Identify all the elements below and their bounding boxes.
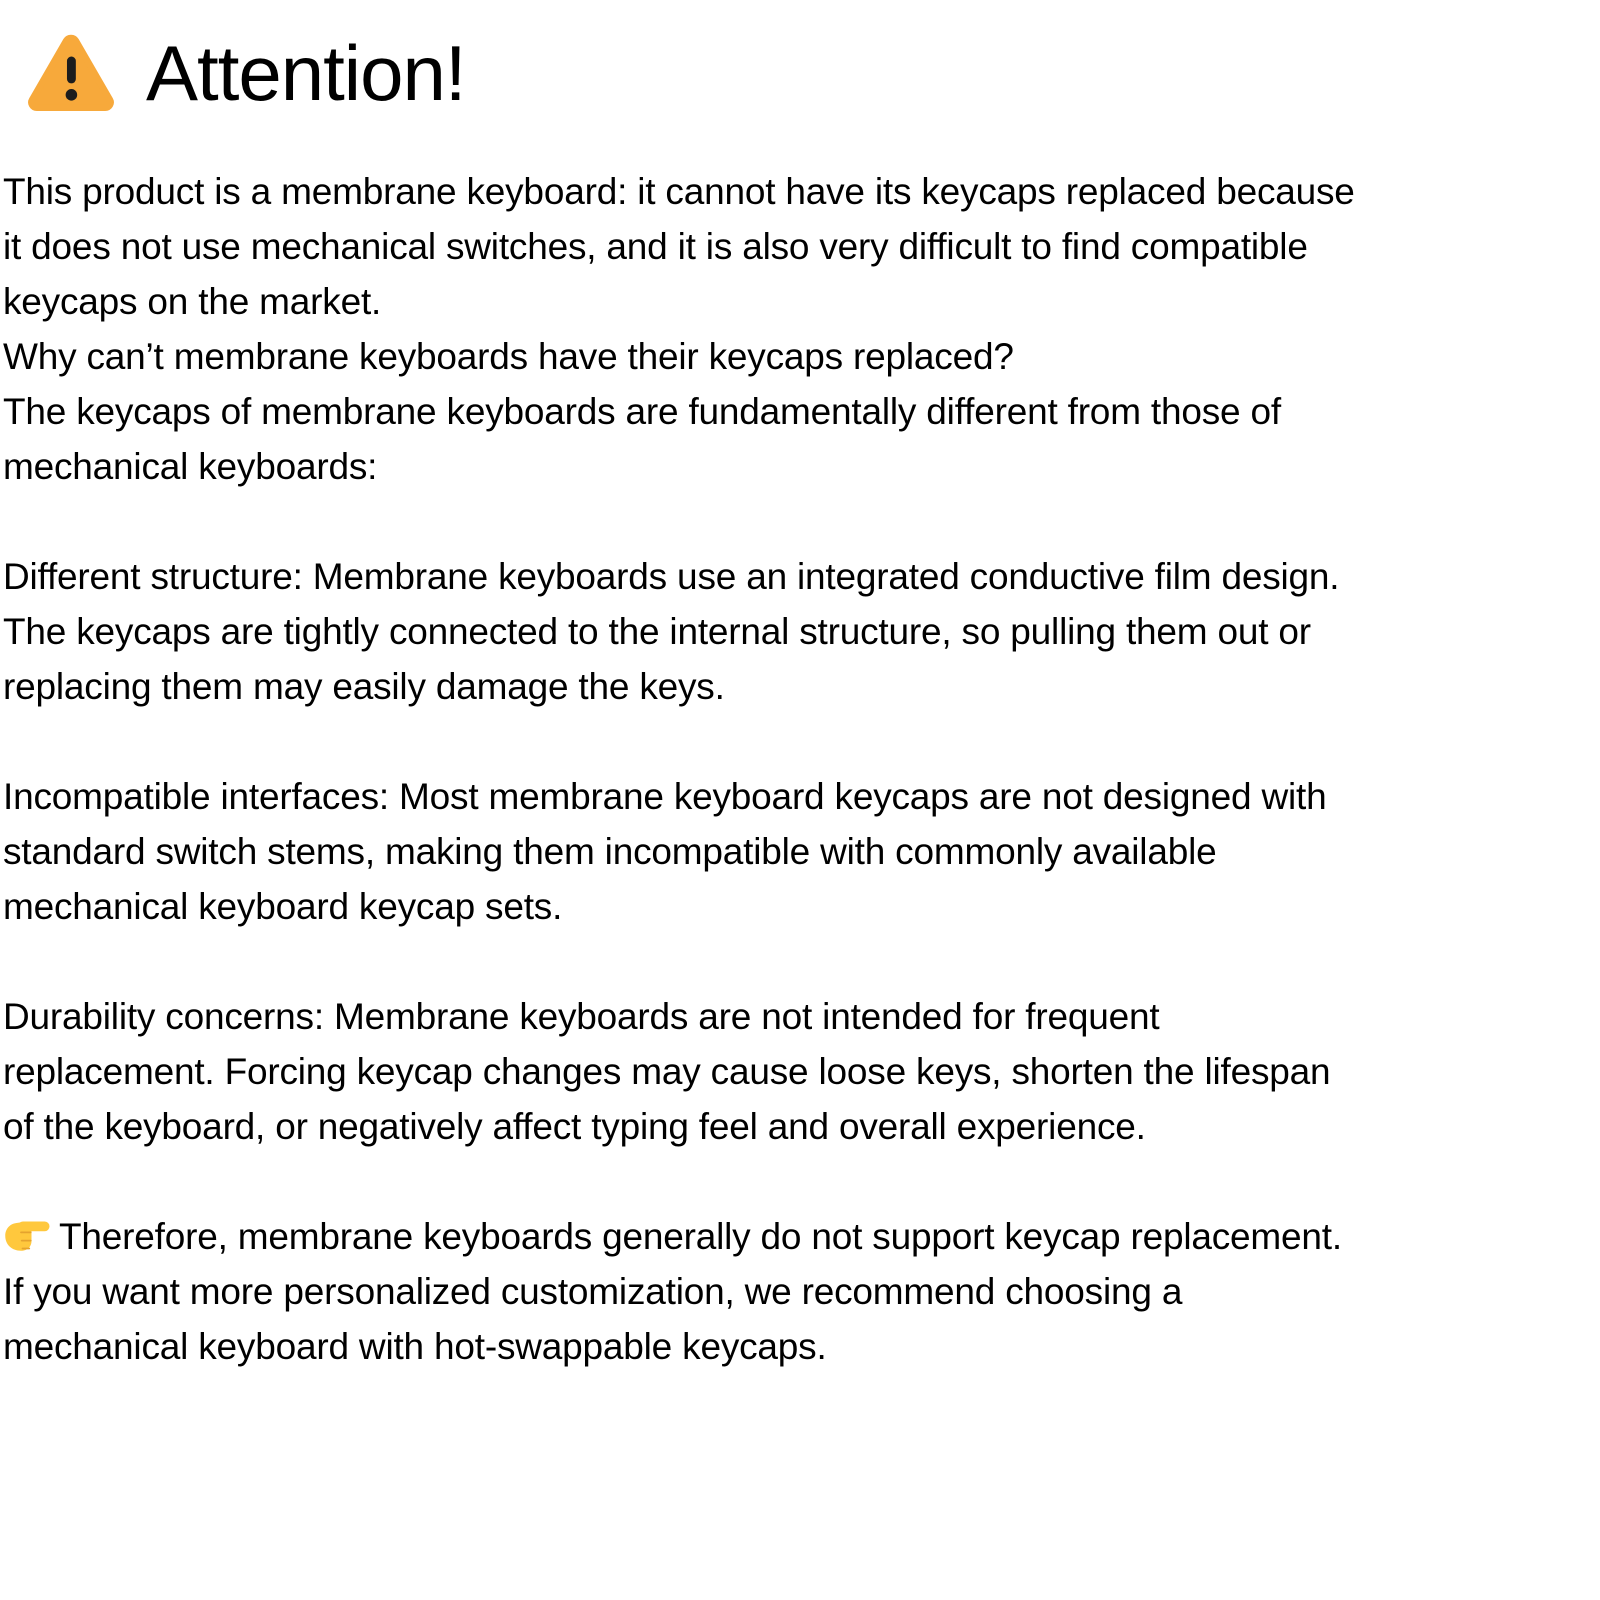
text-line: it does not use mechanical switches, and it is also very difficult to find compatible	[3, 226, 1308, 267]
text-line: mechanical keyboard keycap sets.	[3, 886, 563, 927]
attention-header	[0, 0, 1600, 124]
paragraph	[3, 1209, 1594, 1374]
paragraph	[3, 164, 1594, 494]
pointing-right-icon	[3, 1209, 59, 1264]
text-line: of the keyboard, or negatively affect typing feel and overall experience.	[3, 1106, 1146, 1147]
paragraph	[3, 769, 1594, 934]
content	[0, 124, 1600, 1374]
text-line: mechanical keyboard with hot-swappable keycaps.	[3, 1326, 827, 1367]
text-line: The keycaps of membrane keyboards are fundamentally different from those of	[3, 391, 1281, 432]
text-line: replacing them may easily damage the keys.	[3, 666, 725, 707]
text-line: This product is a membrane keyboard: it cannot have its keycaps replaced because	[3, 171, 1355, 212]
text-line: If you want more personalized customization, we recommend choosing a	[3, 1271, 1183, 1312]
warning-triangle-icon	[28, 34, 114, 114]
paragraph	[3, 989, 1594, 1154]
page-title: Attention!	[146, 29, 466, 118]
text-line: mechanical keyboards:	[3, 446, 378, 487]
text-line: standard switch stems, making them incompatible with commonly available	[3, 831, 1217, 872]
text-line: Different structure: Membrane keyboards use an integrated conductive film design.	[3, 556, 1340, 597]
text-line: Durability concerns: Membrane keyboards are not intended for frequent	[3, 996, 1160, 1037]
text-line: Therefore, membrane keyboards generally do not support keycap replacement.	[3, 1209, 1594, 1264]
text-line: replacement. Forcing keycap changes may cause loose keys, shorten the lifespan	[3, 1051, 1331, 1092]
paragraph	[3, 549, 1594, 714]
text-line: Incompatible interfaces: Most membrane keyboard keycaps are not designed with	[3, 776, 1327, 817]
text-line: keycaps on the market.	[3, 281, 382, 322]
text-line: Why can’t membrane keyboards have their keycaps replaced?	[3, 336, 1014, 377]
text-line: The keycaps are tightly connected to the internal structure, so pulling them out or	[3, 611, 1311, 652]
